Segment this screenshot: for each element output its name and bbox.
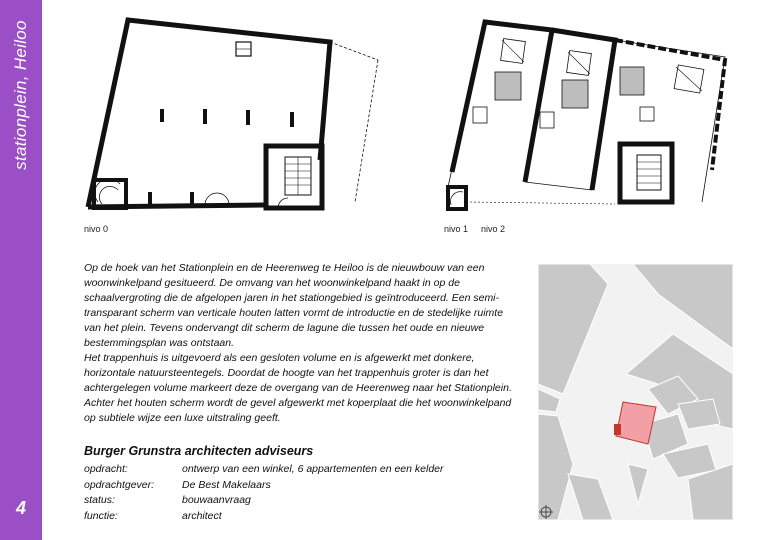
page-number: 4 xyxy=(15,498,26,518)
level-1-label: nivo 1 xyxy=(444,224,469,234)
detail-value: De Best Makelaars xyxy=(182,478,271,491)
description-paragraph: Op de hoek van het Stationplein en de Heerenweg te Heiloo is de nieuwbouw van een woonwinkelpand gesitueerd. De omvang van het woonwinkelpand haakt in op de schaalvergroting die de afgelopen jaren in het stationgebied is geïntroduceerd. Een semi-transparant scherm van verticale houten latten vormt de introductie en de stedelijke ruimte van het plein. Tevens ondervangt dit scherm de lagune die tussen het oude en nieuwe bestemmingsplan was ontstaan. xyxy=(84,262,504,349)
site-map xyxy=(538,264,733,520)
floor-plan-upper xyxy=(440,12,740,212)
detail-key: status: xyxy=(84,494,115,506)
level-2-label: nivo 2 xyxy=(481,224,506,234)
detail-row xyxy=(84,493,444,509)
detail-row xyxy=(84,478,444,494)
detail-key: functie: xyxy=(84,509,118,522)
detail-value: ontwerp van een winkel, 6 appartementen en een kelder xyxy=(182,463,444,475)
description-paragraph: Het trappenhuis is uitgevoerd als een gesloten volume en is afgewerkt met donkere, horizontale natuursteentegels. Doordat de hoogte van het trappenhuis groter is dan het achtergelegen volume markeert deze de overgang van de Heerenweg naar het Stationplein. Achter het houten scherm wordt de gevel afgewerkt met koperplaat die het woonwinkelpand op subtiele wijze een luxe uitstraling geeft. xyxy=(84,352,512,424)
floor-plan-ground xyxy=(80,12,390,212)
detail-value: architect xyxy=(182,509,222,522)
detail-row xyxy=(84,509,444,525)
project-title: stationplein, Heiloo xyxy=(11,20,30,170)
detail-key: opdrachtgever: xyxy=(84,478,155,491)
detail-key: opdracht: xyxy=(84,463,128,475)
firm-name: Burger Grunstra architecten adviseurs xyxy=(84,444,314,458)
detail-value: bouwaanvraag xyxy=(182,494,251,506)
detail-row xyxy=(84,462,444,478)
project-details xyxy=(84,462,444,524)
project-description xyxy=(84,261,514,426)
sidebar xyxy=(0,0,42,540)
ground-floor-label: nivo 0 xyxy=(84,224,109,234)
